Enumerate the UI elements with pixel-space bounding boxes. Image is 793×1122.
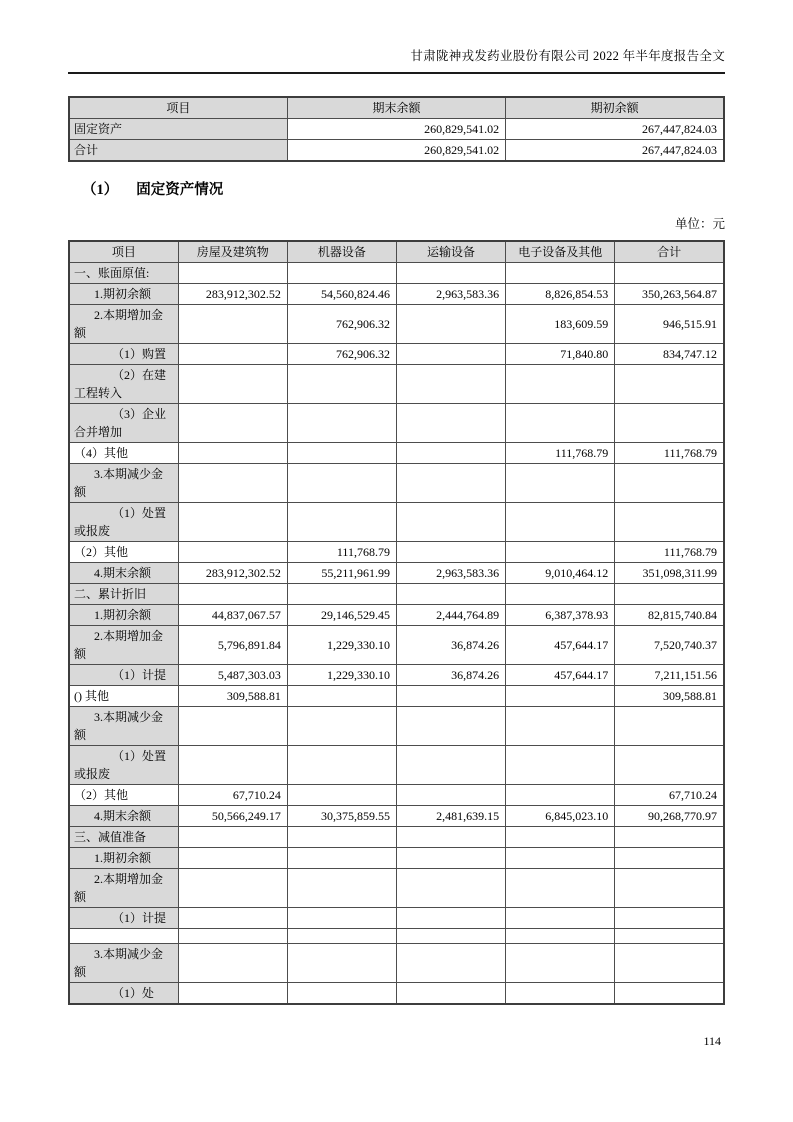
table-row xyxy=(69,542,724,563)
table-row xyxy=(69,983,724,1005)
cell-value: 29,146,529.45 xyxy=(287,605,396,626)
table-row xyxy=(69,404,724,443)
row-label: （1）处置或报废 xyxy=(69,746,178,785)
cell-value: 309,588.81 xyxy=(615,686,724,707)
row-label: （1）计提 xyxy=(69,665,178,686)
cell-value: 309,588.81 xyxy=(178,686,287,707)
cell-value xyxy=(396,344,505,365)
cell-value: 2,481,639.15 xyxy=(396,806,505,827)
row-label: （1）购置 xyxy=(69,344,178,365)
table-row xyxy=(69,464,724,503)
column-header-1: 期末余额 xyxy=(287,97,505,119)
cell-value xyxy=(506,686,615,707)
cell-value xyxy=(396,542,505,563)
row-label: 2.本期增加金额 xyxy=(69,626,178,665)
cell-value xyxy=(178,869,287,908)
cell-value xyxy=(396,785,505,806)
cell-value xyxy=(287,869,396,908)
row-label: （1）处置或报废 xyxy=(69,503,178,542)
cell-value xyxy=(506,584,615,605)
table-row xyxy=(69,686,724,707)
cell-value xyxy=(615,983,724,1005)
cell-value xyxy=(506,542,615,563)
cell-value xyxy=(178,746,287,785)
cell-value: 267,447,824.03 xyxy=(506,119,724,140)
cell-value xyxy=(178,848,287,869)
cell-value xyxy=(396,848,505,869)
cell-value xyxy=(615,908,724,929)
cell-value xyxy=(615,707,724,746)
row-label: 3.本期减少金额 xyxy=(69,464,178,503)
table-row xyxy=(69,665,724,686)
row-label: 二、累计折旧 xyxy=(69,584,178,605)
row-label: 一、账面原值: xyxy=(69,263,178,284)
column-header-3: 运输设备 xyxy=(396,241,505,263)
report-header-title: 甘肃陇神戎发药业股份有限公司 2022 年半年度报告全文 xyxy=(410,49,725,63)
cell-value xyxy=(396,746,505,785)
cell-value: 90,268,770.97 xyxy=(615,806,724,827)
table-row xyxy=(69,563,724,584)
cell-value xyxy=(178,707,287,746)
cell-value xyxy=(178,827,287,848)
table-row xyxy=(69,806,724,827)
cell-value xyxy=(287,404,396,443)
column-header-4: 电子设备及其他 xyxy=(506,241,615,263)
row-label: （2）其他 xyxy=(69,785,178,806)
cell-value xyxy=(287,848,396,869)
cell-value xyxy=(178,908,287,929)
table-row xyxy=(69,944,724,983)
cell-value xyxy=(506,827,615,848)
cell-value: 283,912,302.52 xyxy=(178,563,287,584)
cell-value: 36,874.26 xyxy=(396,626,505,665)
table-row xyxy=(69,848,724,869)
cell-value: 350,263,564.87 xyxy=(615,284,724,305)
cell-value xyxy=(396,305,505,344)
cell-value xyxy=(178,983,287,1005)
header-divider-line xyxy=(68,72,725,74)
table-row xyxy=(69,827,724,848)
cell-value xyxy=(615,944,724,983)
cell-value: 30,375,859.55 xyxy=(287,806,396,827)
cell-value: 267,447,824.03 xyxy=(506,140,724,162)
cell-value xyxy=(287,503,396,542)
cell-value: 762,906.32 xyxy=(287,305,396,344)
cell-value xyxy=(178,542,287,563)
table-row xyxy=(69,365,724,404)
row-label: 4.期末余额 xyxy=(69,563,178,584)
cell-value: 9,010,464.12 xyxy=(506,563,615,584)
cell-value xyxy=(506,848,615,869)
cell-value xyxy=(506,365,615,404)
cell-value xyxy=(396,404,505,443)
cell-value xyxy=(506,983,615,1005)
cell-value xyxy=(396,983,505,1005)
row-label: 1.期初余额 xyxy=(69,848,178,869)
cell-value: 55,211,961.99 xyxy=(287,563,396,584)
cell-value xyxy=(178,503,287,542)
cell-value xyxy=(396,365,505,404)
cell-value: 54,560,824.46 xyxy=(287,284,396,305)
row-label: 三、减值准备 xyxy=(69,827,178,848)
row-label: （3）企业合并增加 xyxy=(69,404,178,443)
table-row xyxy=(69,119,724,140)
cell-value: 183,609.59 xyxy=(506,305,615,344)
column-header-2: 期初余额 xyxy=(506,97,724,119)
column-header-2: 机器设备 xyxy=(287,241,396,263)
cell-value: 82,815,740.84 xyxy=(615,605,724,626)
cell-value: 111,768.79 xyxy=(287,542,396,563)
cell-value xyxy=(506,929,615,944)
table-row xyxy=(69,707,724,746)
cell-value: 8,826,854.53 xyxy=(506,284,615,305)
row-label: 3.本期减少金额 xyxy=(69,707,178,746)
table-row xyxy=(69,746,724,785)
row-label: 合计 xyxy=(69,140,287,162)
cell-value: 283,912,302.52 xyxy=(178,284,287,305)
cell-value xyxy=(396,443,505,464)
cell-value xyxy=(396,869,505,908)
cell-value xyxy=(178,263,287,284)
row-label: 2.本期增加金额 xyxy=(69,305,178,344)
cell-value xyxy=(506,869,615,908)
cell-value: 5,796,891.84 xyxy=(178,626,287,665)
table-row xyxy=(69,503,724,542)
cell-value: 351,098,311.99 xyxy=(615,563,724,584)
cell-value xyxy=(506,785,615,806)
cell-value: 44,837,067.57 xyxy=(178,605,287,626)
cell-value xyxy=(287,908,396,929)
row-label: （1）计提 xyxy=(69,908,178,929)
cell-value xyxy=(615,929,724,944)
table-row xyxy=(69,908,724,929)
table-row xyxy=(69,626,724,665)
cell-value xyxy=(178,365,287,404)
cell-value: 260,829,541.02 xyxy=(287,140,505,162)
cell-value: 111,768.79 xyxy=(615,443,724,464)
cell-value xyxy=(506,503,615,542)
table-row xyxy=(69,443,724,464)
table-row xyxy=(69,929,724,944)
table-row xyxy=(69,263,724,284)
cell-value: 2,444,764.89 xyxy=(396,605,505,626)
section-title xyxy=(82,178,702,199)
cell-value: 1,229,330.10 xyxy=(287,665,396,686)
cell-value xyxy=(287,944,396,983)
cell-value xyxy=(615,404,724,443)
cell-value xyxy=(506,908,615,929)
table-row xyxy=(69,605,724,626)
page-number: 114 xyxy=(703,1034,721,1048)
cell-value: 71,840.80 xyxy=(506,344,615,365)
cell-value: 457,644.17 xyxy=(506,626,615,665)
cell-value: 111,768.79 xyxy=(615,542,724,563)
cell-value xyxy=(178,305,287,344)
fixed-assets-table-header-row xyxy=(69,241,724,263)
cell-value xyxy=(615,584,724,605)
cell-value xyxy=(506,944,615,983)
cell-value xyxy=(287,746,396,785)
cell-value xyxy=(615,263,724,284)
cell-value: 834,747.12 xyxy=(615,344,724,365)
table-row xyxy=(69,305,724,344)
section-number: （1） xyxy=(82,182,119,198)
cell-value: 7,211,151.56 xyxy=(615,665,724,686)
cell-value: 7,520,740.37 xyxy=(615,626,724,665)
table-row xyxy=(69,344,724,365)
row-label: 固定资产 xyxy=(69,119,287,140)
cell-value xyxy=(396,503,505,542)
cell-value: 946,515.91 xyxy=(615,305,724,344)
cell-value xyxy=(506,707,615,746)
column-header-0: 项目 xyxy=(69,97,287,119)
section-title-text: 固定资产情况 xyxy=(136,182,224,198)
row-label: 1.期初余额 xyxy=(69,605,178,626)
cell-value xyxy=(615,848,724,869)
cell-value xyxy=(287,464,396,503)
cell-value xyxy=(615,869,724,908)
cell-value: 260,829,541.02 xyxy=(287,119,505,140)
cell-value xyxy=(178,443,287,464)
cell-value xyxy=(396,944,505,983)
unit-label: 单位：元 xyxy=(674,217,725,231)
row-label: () 其他 xyxy=(69,686,178,707)
summary-table-section xyxy=(68,96,725,162)
column-header-1: 房屋及建筑物 xyxy=(178,241,287,263)
cell-value xyxy=(287,707,396,746)
cell-value xyxy=(396,686,505,707)
cell-value xyxy=(178,929,287,944)
row-label xyxy=(69,929,178,944)
cell-value: 111,768.79 xyxy=(506,443,615,464)
cell-value xyxy=(396,584,505,605)
fixed-assets-table-section xyxy=(68,240,725,1005)
cell-value xyxy=(287,983,396,1005)
cell-value xyxy=(615,464,724,503)
column-header-0: 项目 xyxy=(69,241,178,263)
table-row xyxy=(69,785,724,806)
row-label: （2）其他 xyxy=(69,542,178,563)
cell-value: 2,963,583.36 xyxy=(396,563,505,584)
cell-value: 6,845,023.10 xyxy=(506,806,615,827)
cell-value xyxy=(396,263,505,284)
cell-value xyxy=(396,908,505,929)
cell-value xyxy=(178,464,287,503)
cell-value xyxy=(287,929,396,944)
cell-value xyxy=(287,686,396,707)
cell-value: 457,644.17 xyxy=(506,665,615,686)
cell-value xyxy=(396,827,505,848)
cell-value: 6,387,378.93 xyxy=(506,605,615,626)
row-label: 4.期末余额 xyxy=(69,806,178,827)
column-header-5: 合计 xyxy=(615,241,724,263)
cell-value xyxy=(615,746,724,785)
cell-value xyxy=(178,584,287,605)
cell-value xyxy=(506,464,615,503)
table-row xyxy=(69,584,724,605)
cell-value xyxy=(287,785,396,806)
fixed-assets-table xyxy=(68,240,725,1005)
cell-value xyxy=(287,827,396,848)
cell-value: 5,487,303.03 xyxy=(178,665,287,686)
cell-value xyxy=(615,503,724,542)
row-label: 1.期初余额 xyxy=(69,284,178,305)
cell-value: 67,710.24 xyxy=(615,785,724,806)
cell-value xyxy=(396,707,505,746)
cell-value xyxy=(287,584,396,605)
cell-value: 67,710.24 xyxy=(178,785,287,806)
cell-value xyxy=(287,365,396,404)
cell-value xyxy=(287,443,396,464)
cell-value xyxy=(506,404,615,443)
summary-table xyxy=(68,96,725,162)
cell-value xyxy=(178,404,287,443)
cell-value xyxy=(178,344,287,365)
row-label: （1）处 xyxy=(69,983,178,1005)
table-row xyxy=(69,869,724,908)
row-label: 2.本期增加金额 xyxy=(69,869,178,908)
cell-value xyxy=(615,365,724,404)
cell-value: 762,906.32 xyxy=(287,344,396,365)
row-label: 3.本期减少金额 xyxy=(69,944,178,983)
summary-table-header-row xyxy=(69,97,724,119)
cell-value xyxy=(615,827,724,848)
row-label: （2）在建工程转入 xyxy=(69,365,178,404)
cell-value xyxy=(506,746,615,785)
cell-value xyxy=(506,263,615,284)
table-row xyxy=(69,140,724,162)
cell-value: 50,566,249.17 xyxy=(178,806,287,827)
cell-value xyxy=(178,944,287,983)
cell-value: 2,963,583.36 xyxy=(396,284,505,305)
cell-value xyxy=(396,464,505,503)
cell-value: 1,229,330.10 xyxy=(287,626,396,665)
cell-value xyxy=(396,929,505,944)
cell-value xyxy=(287,263,396,284)
row-label: （4）其他 xyxy=(69,443,178,464)
table-row xyxy=(69,284,724,305)
cell-value: 36,874.26 xyxy=(396,665,505,686)
